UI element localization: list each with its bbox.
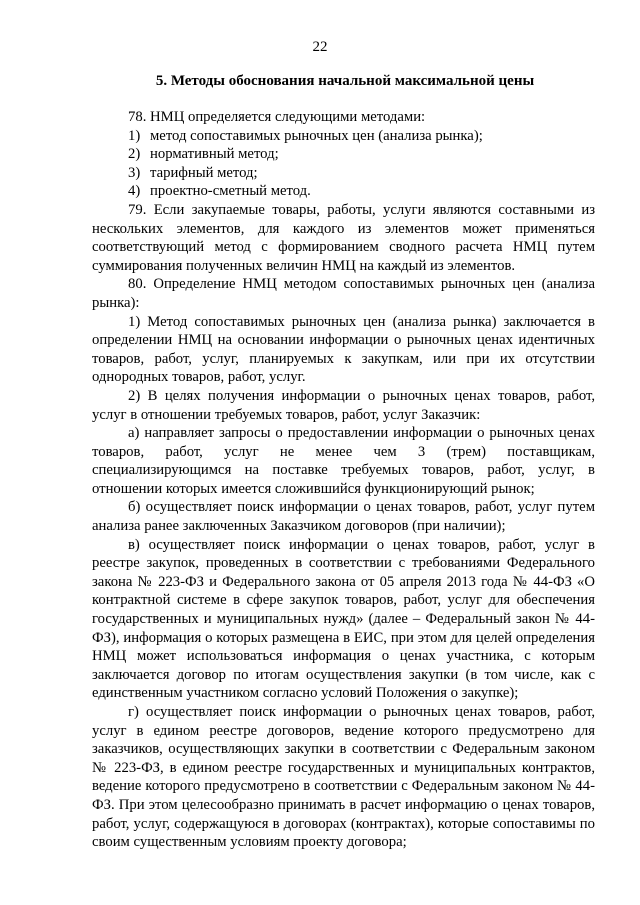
document-body	[92, 108, 595, 852]
method-item-number: 2)	[128, 146, 141, 163]
paragraph-80-1: 1) Метод сопоставимых рыночных цен (анализа рынка) заключается в определении НМЦ на основании информации о рыночных ценах идентичных товаров, работ, услуг, планируемых к закупкам, или при их отсутствии однородных товаров, работ, услуг.	[92, 313, 595, 386]
paragraph-80-2: 2) В целях получения информации о рыночных ценах товаров, работ, услуг в отношении требуемых товаров, работ, услуг Заказчик:	[92, 387, 595, 423]
paragraph-80: 80. Определение НМЦ методом сопоставимых рыночных цен (анализа рынка):	[92, 276, 595, 311]
method-item-4	[92, 182, 595, 201]
method-item-text: тарифный метод;	[150, 164, 258, 181]
paragraph-80-2-g: г) осуществляет поиск информации о рыночных ценах товаров, работ, услуг в едином реестре договоров, ведение которого предусмотрено для заказчиков, осуществляющих закупки в соответствии с Федеральным законом № 223-ФЗ, в едином реестре государственных и муниципальных контрактов, ведение которого предусмотрено в соответствии с Федеральным законом № 44-ФЗ. При этом целесообразно принимать в расчет информацию о ценах товаров, работ, услуг, содержащуюся в договорах (контрактах), которые сопоставимы по своим существенным условиям проекту договора;	[92, 704, 595, 851]
method-item-number: 3)	[128, 164, 141, 181]
paragraph-80-2-a: а) направляет запросы о предоставлении информации о рыночных ценах товаров, работ, услуг не менее чем 3 (трем) поставщикам, специализирующимся на поставке требуемых товаров, работ, услуг, в отношении которых имеется сложившийся функционирующий рынок;	[92, 425, 595, 497]
paragraph-78: 78. НМЦ определяется следующими методами:	[128, 109, 426, 125]
paragraph-80-2-b: б) осуществляет поиск информации о ценах товаров, работ, услуг путем анализа ранее заключенных Заказчиком договоров (при наличии);	[92, 499, 595, 535]
method-item-text: проектно-сметный метод.	[150, 183, 311, 200]
method-item-1	[92, 127, 595, 146]
method-item-number: 1)	[128, 127, 141, 144]
method-item-3	[92, 164, 595, 183]
method-item-text: метод сопоставимых рыночных цен (анализа рынка);	[150, 127, 483, 144]
paragraph-79: 79. Если закупаемые товары, работы, услуги являются составными из нескольких элементов, для каждого из элементов может применяться соответствующий метод с формированием сводного расчета НМЦ путем суммирования полученных величин НМЦ на каждый из элементов.	[92, 201, 595, 274]
method-item-2	[92, 145, 595, 164]
section-title: 5. Методы обоснования начальной максимальной цены	[155, 73, 535, 89]
method-item-text: нормативный метод;	[150, 146, 279, 163]
method-item-number: 4)	[128, 183, 141, 200]
page-number: 22	[312, 39, 328, 55]
paragraph-80-2-v: в) осуществляет поиск информации о ценах товаров, работ, услуг в реестре закупок, проведенных в соответствии с требованиями Федерального закона № 223-ФЗ и Федерального закона от 05 апреля 2013 года № 44-ФЗ «О контрактной системе в сфере закупок товаров, работ, услуг для обеспечения государственных и муниципальных нужд» (далее – Федеральный закон № 44-ФЗ), информация о которых размещена в ЕИС, при этом для целей определения НМЦ может использоваться информация о ценах участника, с которым заключается договор по итогам осуществления закупки (в том числе, как с единственным участником согласно условий Положения о закупке);	[92, 536, 595, 702]
